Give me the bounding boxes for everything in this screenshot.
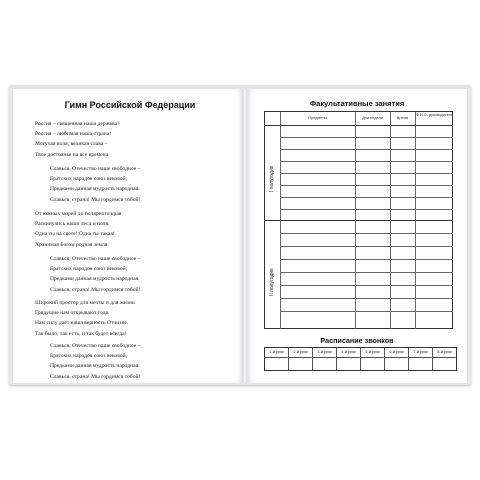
table-row-line	[280, 185, 453, 186]
second-half-label: II полугодие	[269, 268, 275, 296]
bell-schedule-row	[265, 358, 456, 370]
column-header-time: Время	[396, 116, 409, 120]
anthem-chorus-3	[35, 341, 140, 382]
left-page	[13, 89, 243, 383]
lesson-header: 2-й урок	[288, 348, 312, 357]
table-row-line	[280, 259, 453, 260]
table-divider	[265, 220, 453, 221]
anthem-line: Славься, страна! Мы гордимся тобой!	[50, 373, 141, 380]
anthem-line: Славься, страна! Мы гордимся тобой!	[50, 286, 141, 293]
right-page	[247, 89, 467, 383]
table-row-line	[280, 272, 453, 273]
bell-time-cell	[432, 358, 456, 370]
table-row-line	[280, 209, 453, 210]
anthem-line: Славься, Отечество наше свободное –	[50, 343, 141, 349]
lesson-header: 5-й урок	[360, 348, 384, 357]
anthem-line: Грядущие нам открывают года.	[35, 310, 110, 317]
table-row-line	[280, 149, 453, 150]
bell-time-cell	[360, 358, 384, 370]
table-row-line	[280, 197, 453, 198]
anthem-line: Россия – любимая наша страна!	[35, 131, 112, 138]
table-divider	[265, 125, 453, 126]
anthem-line: Славься, страна! Мы гордимся тобой!	[50, 196, 141, 203]
bell-time-cell	[288, 358, 312, 370]
anthem-line: Твое достоянье на все времена.	[35, 151, 110, 158]
table-row-line	[280, 298, 453, 299]
table-row-line	[280, 233, 453, 234]
bell-schedule-table	[264, 347, 457, 371]
lesson-header: 1-й урок	[269, 350, 284, 354]
anthem-line: Раскинулись наши леса и поля.	[35, 221, 110, 228]
anthem-title: Гимн Российской Федерации	[64, 100, 196, 110]
anthem-stanza-2	[35, 209, 121, 250]
anthem-stanza-1	[35, 119, 119, 160]
anthem-line: Предками данная мудрость народная.	[50, 363, 140, 370]
anthem-line: Одна ты на свете! Одна ты такая!	[35, 231, 115, 238]
table-row-line	[280, 246, 453, 247]
lesson-header: 7-й урок	[408, 348, 432, 357]
anthem-line: Братских народов союз вековой,	[50, 353, 128, 360]
first-half-label: I полугодие	[269, 165, 275, 192]
lesson-header: 3-й урок	[312, 348, 336, 357]
column-header-teacher: Ф.И.О. руководителя	[416, 113, 453, 117]
anthem-line: Предками данная мудрость народная.	[50, 186, 140, 193]
anthem-line: Славься, Отечество наше свободное –	[50, 166, 141, 172]
anthem-line: Так было, так есть, и так будет всегда!	[35, 330, 127, 337]
lesson-header: 6-й урок	[384, 348, 408, 357]
anthem-line: Широкий простор для мечты и для жизни	[35, 300, 135, 306]
anthem-line: Хранимая Богом родная земля.	[35, 241, 109, 248]
anthem-line: Братских народов союз вековой,	[50, 176, 128, 183]
bell-time-cell	[384, 358, 408, 370]
anthem-line: От южных морей до полярного края	[35, 211, 122, 217]
table-row-line	[280, 173, 453, 174]
electives-table	[264, 111, 453, 329]
anthem-line: Нам силу дает наша верность Отчизне.	[35, 320, 129, 327]
lesson-header: 8-й урок	[432, 348, 456, 357]
open-diary	[9, 85, 471, 390]
anthem-line: Братских народов союз вековой,	[50, 266, 128, 273]
electives-title: Факультативные занятия	[309, 99, 405, 108]
bell-time-cell	[408, 358, 432, 370]
bells-title: Расписание звонков	[320, 336, 394, 345]
column-header-days: Дни недели	[362, 116, 383, 120]
table-row-line	[280, 311, 453, 312]
bell-time-cell	[312, 358, 336, 370]
anthem-stanza-3	[35, 298, 135, 339]
anthem-chorus-2	[35, 254, 140, 295]
table-row-line	[280, 161, 453, 162]
anthem-line: Славься, Отечество наше свободное –	[50, 256, 141, 262]
anthem-line: Россия – священная наша держава!	[35, 121, 119, 127]
bell-schedule-header	[265, 348, 456, 358]
anthem-line: Могучая воля, великая слава –	[35, 141, 108, 148]
anthem-line: Предками данная мудрость народная.	[50, 276, 140, 283]
anthem-chorus-1	[35, 164, 140, 205]
bell-time-cell	[336, 358, 360, 370]
table-row-line	[280, 285, 453, 286]
lesson-header: 4-й урок	[336, 348, 360, 357]
column-header-subjects: Предметы	[308, 116, 327, 120]
table-row-line	[280, 137, 453, 138]
bell-time-cell	[265, 358, 288, 370]
